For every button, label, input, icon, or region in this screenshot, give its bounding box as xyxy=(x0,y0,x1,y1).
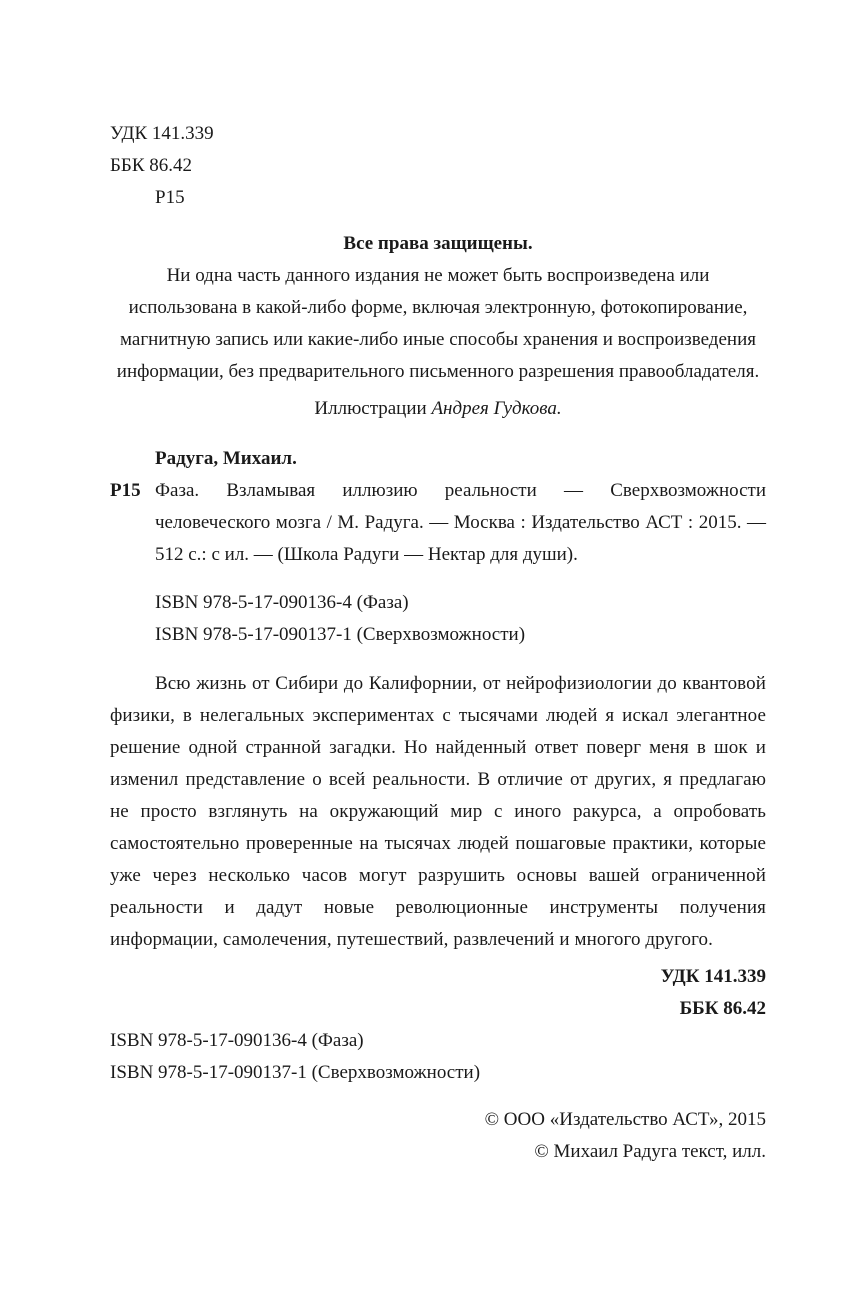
isbn-phase: ISBN 978-5-17-090136-4 (Фаза) xyxy=(155,592,409,613)
isbn-block-top xyxy=(110,587,766,651)
copyright-publisher: © ООО «Издательство АСТ», 2015 xyxy=(484,1109,766,1130)
rights-title: Все права защищены. xyxy=(343,233,533,254)
udk-code-top: УДК 141.339 xyxy=(110,123,214,144)
udk-code-bottom: УДК 141.339 xyxy=(660,966,766,987)
copyright-author: © Михаил Радуга текст, илл. xyxy=(534,1141,766,1162)
bbk-code-top: ББК 86.42 xyxy=(110,155,192,176)
catalog-author-heading: Радуга, Михаил. xyxy=(155,448,297,469)
classification-codes-top xyxy=(110,118,766,214)
illustrations-prefix: Иллюстрации xyxy=(314,398,432,419)
catalog-record xyxy=(110,475,766,571)
isbn-superpowers: ISBN 978-5-17-090137-1 (Сверхвозможности) xyxy=(155,624,526,645)
illustrations-credit xyxy=(110,393,766,425)
illustrator-name: Андрея Гудкова. xyxy=(431,398,562,419)
author-sign-top: Р15 xyxy=(155,187,185,208)
isbn-block-bottom xyxy=(110,1025,766,1089)
annotation-paragraph: Всю жизнь от Сибири до Калифорнии, от нейрофизиологии до квантовой физики, в нелегальных экспериментах с тысячами людей я искал элегантное решение одной странной загадки. Но найденный ответ поверг меня в шок и изменил представление о всей реальности. В отличие от других, я предлагаю не просто взглянуть на окружающий мир с иного ракурса, а опробовать самостоятельно проверенные на тысячах людей пошаговые практики, которые уже через несколько часов могут разрушить основы вашей ограниченной реальности и дадут новые революционные инструменты получения информации, самолечения, путешествий, развлечений и многого другого. xyxy=(110,673,766,950)
rights-body: Ни одна часть данного издания не может быть воспроизведена или использована в какой-либо форме, включая электронную, фотокопирование, магнитную запись или какие-либо иные способы хранения и воспроизведения информации, без предварительного письменного разрешения правообладателя. xyxy=(116,265,760,382)
copyright-page xyxy=(110,118,766,1168)
classification-codes-bottom xyxy=(110,961,766,1025)
rights-block xyxy=(110,228,766,388)
author-sign-catalog: Р15 xyxy=(110,480,141,501)
isbn-phase-bottom: ISBN 978-5-17-090136-4 (Фаза) xyxy=(110,1030,364,1051)
catalog-entry-text: Фаза. Взламывая иллюзию реальности — Сверхвозможности человеческого мозга / М. Радуга. — Москва : Издательство АСТ : 2015. — 512 с.: с ил. — (Школа Радуги — Нектар для души). xyxy=(155,480,766,565)
copyright-block xyxy=(110,1104,766,1168)
isbn-superpowers-bottom: ISBN 978-5-17-090137-1 (Сверхвозможности) xyxy=(110,1062,481,1083)
bbk-code-bottom: ББК 86.42 xyxy=(679,998,766,1019)
